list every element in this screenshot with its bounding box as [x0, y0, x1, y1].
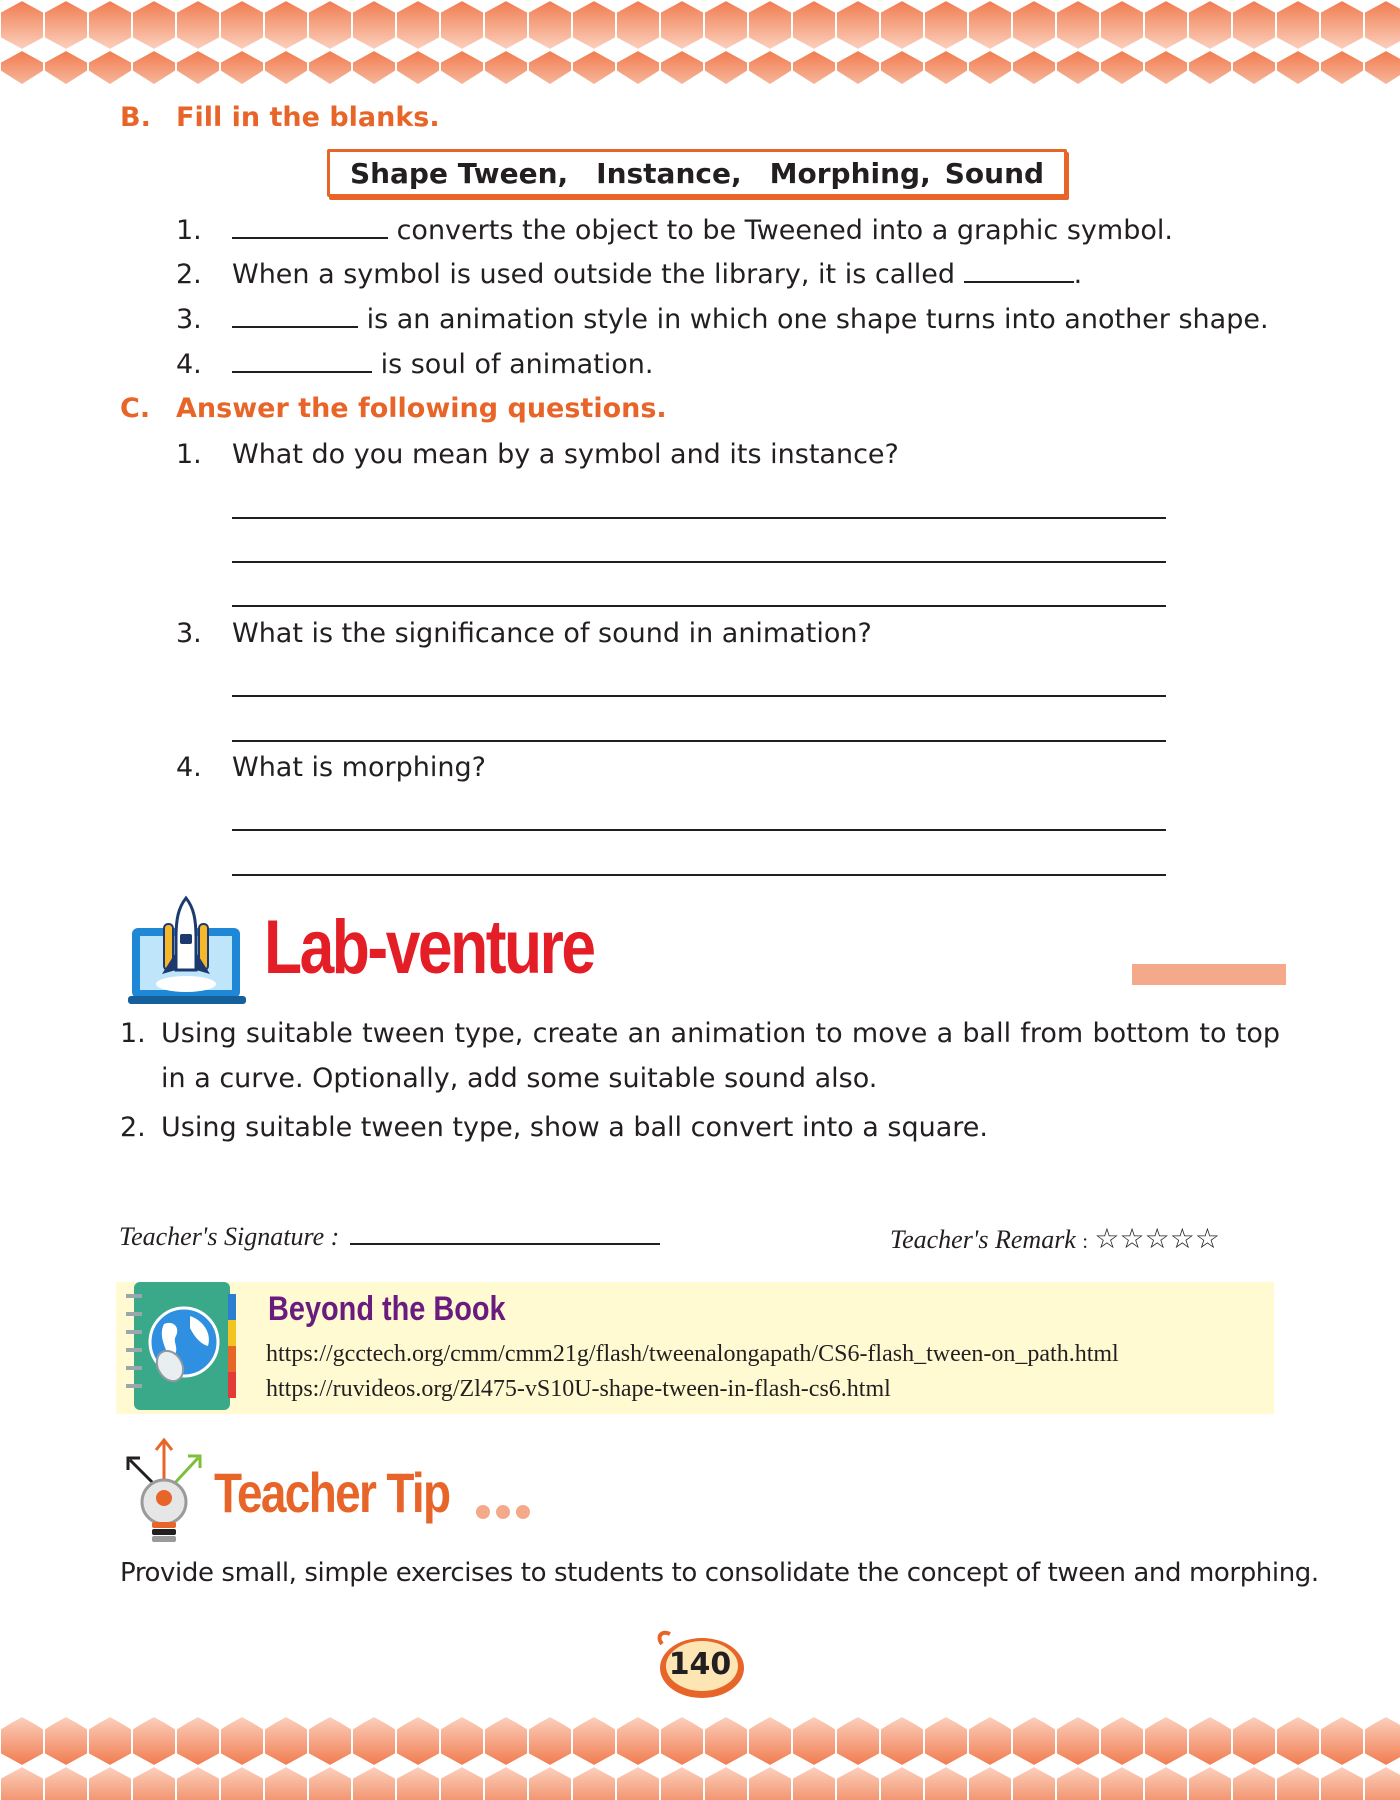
item-number: 1. [176, 215, 202, 246]
section-b-title: Fill in the blanks. [176, 102, 440, 133]
answer-line[interactable] [232, 829, 1166, 831]
item-text: When a symbol is used outside the library, it is called [232, 259, 964, 290]
remark-colon: : [1082, 1231, 1088, 1253]
teacher-tip-dots [476, 1504, 536, 1523]
teacher-signature [119, 1222, 660, 1252]
word-bank-box [327, 149, 1067, 197]
item-text: is soul of animation. [372, 349, 654, 380]
section-c-letter: C. [120, 393, 151, 424]
blank-item-1 [176, 213, 1173, 249]
lab-task-text: Using suitable tween type, create an animation to move a ball from bottom to top in a curve. Optionally, add some suitable sound also. [161, 1018, 1280, 1094]
signature-label: Teacher's Signature : [119, 1222, 340, 1251]
answer-line[interactable] [232, 517, 1166, 519]
answer-line[interactable] [232, 605, 1166, 607]
question-text: What do you mean by a symbol and its instance? [232, 439, 899, 470]
teacher-remark [890, 1222, 1220, 1256]
question-number: 1. [176, 439, 202, 470]
lab-venture-accent-bar [1132, 964, 1286, 985]
section-b-heading [120, 102, 440, 133]
teacher-tip-title: Teacher Tip [214, 1461, 450, 1524]
question-3 [176, 616, 872, 652]
lab-task-number: 2. [120, 1112, 146, 1143]
beyond-the-book-title: Beyond the Book [268, 1290, 506, 1328]
lab-task-number: 1. [120, 1018, 146, 1049]
item-number: 4. [176, 349, 202, 380]
item-text: . [1073, 259, 1083, 290]
remark-stars[interactable]: ☆☆☆☆☆ [1094, 1224, 1220, 1255]
item-number: 2. [176, 259, 202, 290]
bottom-decorative-band [0, 1716, 1400, 1800]
lab-venture-title: Lab-venture [264, 905, 594, 990]
blank-item-3 [176, 302, 1269, 338]
question-1 [176, 437, 899, 473]
top-decorative-band [0, 0, 1400, 84]
page-number: 140 [668, 1647, 732, 1682]
rocket-laptop-icon [128, 894, 246, 1006]
section-b-letter: B. [120, 102, 151, 133]
question-text: What is morphing? [232, 752, 486, 783]
lab-task-text: Using suitable tween type, show a ball convert into a square. [161, 1112, 988, 1143]
beyond-link-2[interactable]: https://ruvideos.org/Zl475-vS10U-shape-tween-in-flash-cs6.html [266, 1376, 891, 1402]
question-4 [176, 750, 486, 786]
beyond-link-1[interactable]: https://gcctech.org/cmm/cmm21g/flash/tweenalongapath/CS6-flash_tween-on_path.html [266, 1341, 1119, 1367]
globe-book-icon [120, 1280, 240, 1414]
answer-line[interactable] [232, 874, 1166, 876]
word-bank-item: Shape Tween, [349, 156, 569, 190]
answer-line[interactable] [232, 740, 1166, 742]
word-bank-item: Morphing, [769, 156, 931, 190]
question-number: 3. [176, 618, 202, 649]
section-c-heading [120, 393, 667, 424]
answer-blank[interactable] [232, 302, 358, 328]
answer-blank[interactable] [964, 257, 1074, 283]
section-c-title: Answer the following questions. [176, 393, 667, 424]
blank-item-4 [176, 347, 653, 383]
item-text: is an animation style in which one shape turns into another shape. [358, 304, 1269, 335]
answer-blank[interactable] [232, 213, 388, 239]
question-text: What is the significance of sound in animation? [232, 618, 872, 649]
answer-line[interactable] [232, 561, 1166, 563]
blank-item-2 [176, 257, 1082, 293]
item-number: 3. [176, 304, 202, 335]
lightbulb-icon [120, 1436, 206, 1548]
remark-label: Teacher's Remark [890, 1225, 1076, 1254]
lab-task-2 [120, 1105, 1280, 1150]
answer-line[interactable] [232, 695, 1166, 697]
signature-line[interactable] [350, 1223, 660, 1245]
word-bank-item: Sound [944, 156, 1045, 190]
answer-blank[interactable] [232, 347, 372, 373]
teacher-tip-text: Provide small, simple exercises to students to consolidate the concept of tween and morphing. [120, 1558, 1319, 1588]
lab-task-1 [120, 1011, 1280, 1101]
word-bank-item: Instance, [596, 156, 742, 190]
question-number: 4. [176, 752, 202, 783]
item-text: converts the object to be Tweened into a graphic symbol. [388, 215, 1173, 246]
